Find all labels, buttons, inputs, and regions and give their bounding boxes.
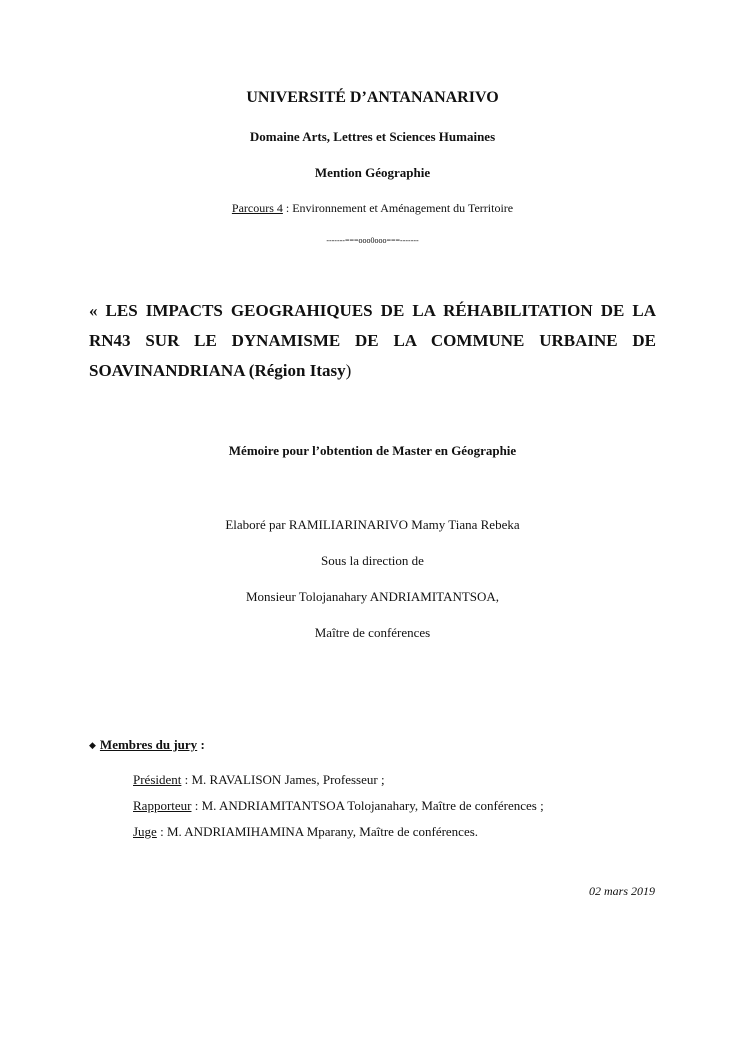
jury-member bbox=[133, 771, 544, 797]
jury-detail: : M. ANDRIAMITANTSOA Tolojanahary, Maître de conférences ; bbox=[191, 798, 544, 813]
thesis-title-closing: ) bbox=[345, 361, 352, 380]
mention-line: Mention Géographie bbox=[314, 165, 431, 180]
thesis-title bbox=[89, 296, 656, 386]
memoire-line: Mémoire pour l’obtention de Master en Géographie bbox=[228, 443, 517, 458]
document-date: 02 mars 2019 bbox=[588, 884, 655, 898]
jury-detail: : M. ANDRIAMIHAMINA Mparany, Maître de conférences. bbox=[156, 824, 479, 839]
jury-member bbox=[133, 823, 544, 849]
domain-line: Domaine Arts, Lettres et Sciences Humaines bbox=[249, 129, 496, 144]
jury-detail: : M. RAVALISON James, Professeur ; bbox=[181, 772, 385, 787]
jury-list bbox=[133, 771, 544, 849]
separator-ornament: -------===ooo0ooo===------- bbox=[326, 236, 419, 245]
thesis-title-main: « LES IMPACTS GEOGRAHIQUES DE LA RÉHABILITATION DE LA RN43 SUR LE DYNAMISME DE LA COMMUNE URBAINE DE SOAVINANDRIANA (Région Itasy bbox=[89, 301, 656, 380]
university-name: UNIVERSITÉ D’ANTANANARIVO bbox=[246, 89, 499, 106]
jury-heading-suffix: : bbox=[197, 737, 205, 752]
supervisor-line: Monsieur Tolojanahary ANDRIAMITANTSOA, bbox=[245, 589, 500, 604]
supervisor-title: Maître de conférences bbox=[314, 625, 431, 640]
direction-line: Sous la direction de bbox=[321, 553, 424, 568]
parcours-line bbox=[0, 201, 745, 216]
parcours-label: Parcours 4 bbox=[231, 201, 283, 215]
jury-member bbox=[133, 797, 544, 823]
jury-role: Rapporteur bbox=[133, 798, 192, 813]
jury-heading-label: Membres du jury bbox=[99, 737, 198, 752]
jury-role: Président bbox=[133, 772, 182, 787]
jury-heading bbox=[89, 737, 205, 753]
jury-role: Juge bbox=[133, 824, 157, 839]
diamond-bullet-icon: ◆ bbox=[89, 740, 96, 750]
author-line: Elaboré par RAMILIARINARIVO Mamy Tiana Rebeka bbox=[225, 517, 520, 532]
parcours-text: : Environnement et Aménagement du Territoire bbox=[282, 201, 514, 215]
